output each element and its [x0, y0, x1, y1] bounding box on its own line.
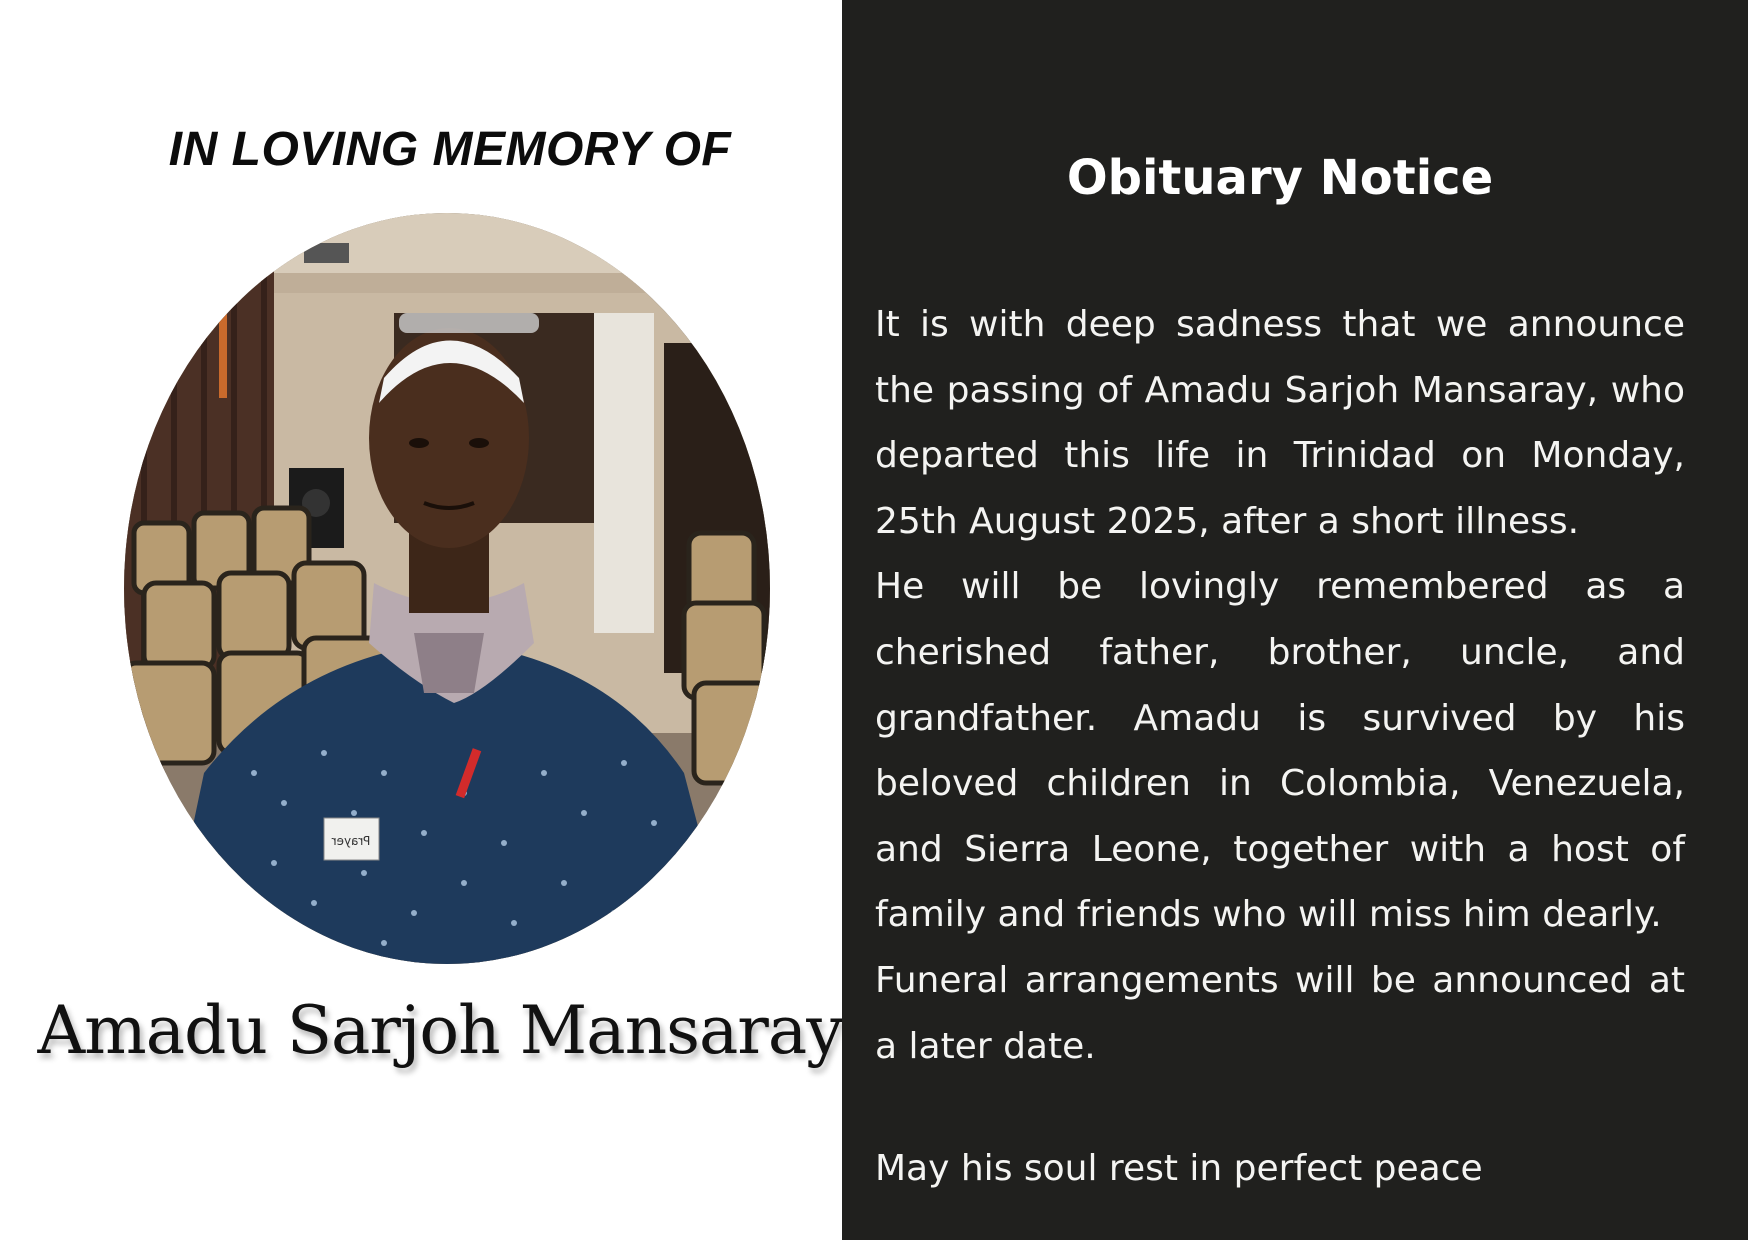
notice-title: Obituary Notice [1066, 150, 1494, 206]
notice-paragraph: He will be lovingly remembered as a cherished father, brother, uncle, and grandfather. Amadu is survived by his beloved children in Colombia, Venezuela, and Sierra Leone, together with a host of family and friends who will miss him dearly. [875, 566, 1685, 936]
deceased-name: Amadu Sarjoh Mansaray [37, 992, 843, 1069]
notice-paragraph: It is with deep sadness that we announce the passing of Amadu Sarjoh Mansaray, who departed this life in Trinidad on Monday, 25th August 2025, after a short illness. [875, 304, 1685, 542]
memorial-panel [0, 0, 842, 1240]
notice-paragraph: Funeral arrangements will be announced at a later date. [875, 959, 1685, 1067]
badge-label: Prayer [331, 834, 371, 848]
portrait-photo [124, 213, 770, 964]
memory-heading: IN LOVING MEMORY OF [168, 123, 732, 176]
closing-blessing: May his soul rest in perfect peace [875, 1148, 1483, 1189]
notice-body [875, 292, 1685, 1079]
notice-panel [842, 0, 1748, 1240]
